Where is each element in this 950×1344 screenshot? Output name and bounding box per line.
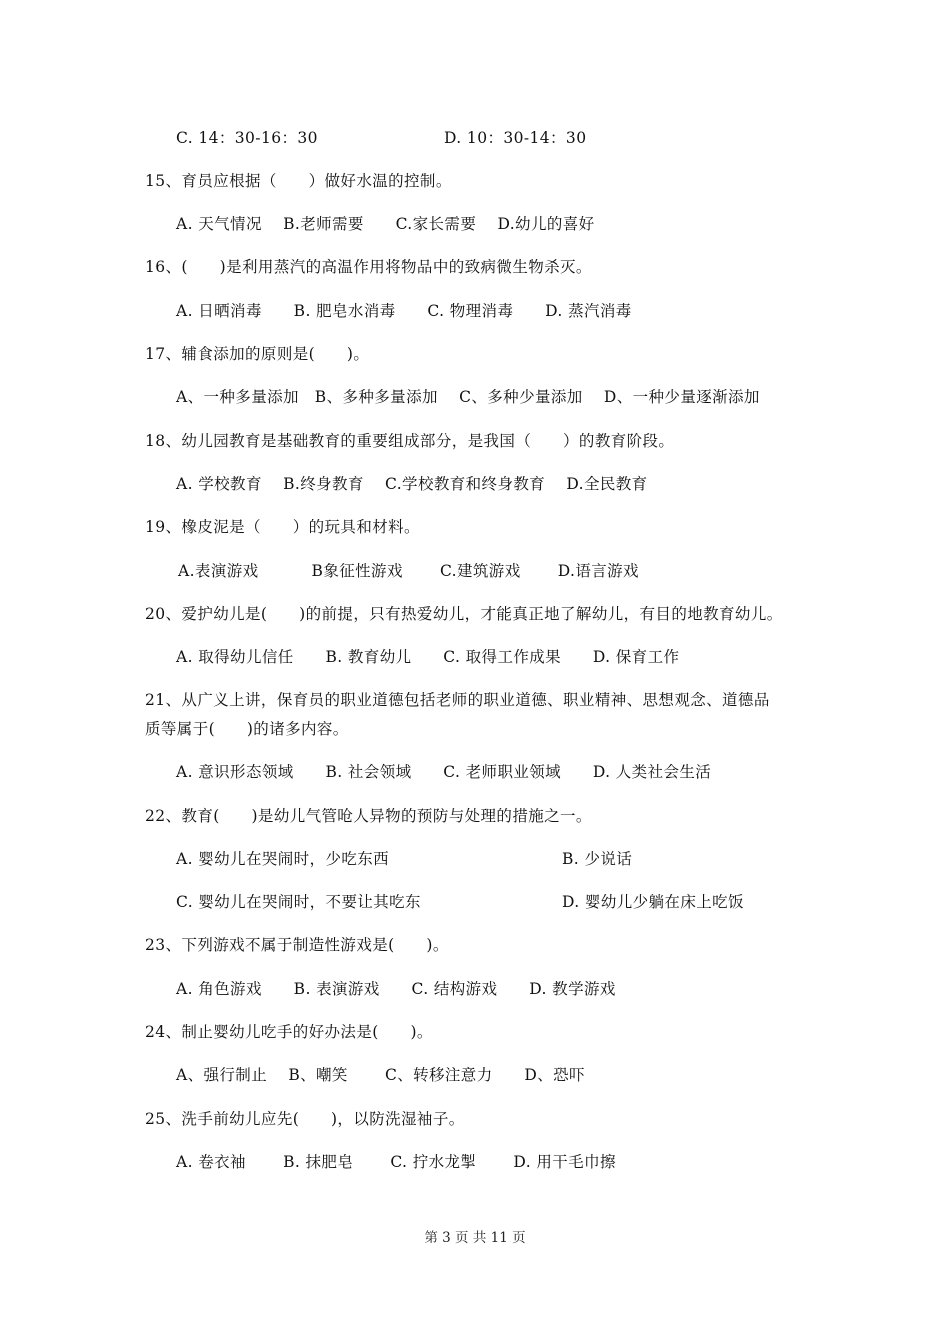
question-16-options: A. 日晒消毒 B. 肥皂水消毒 C. 物理消毒 D. 蒸汽消毒 (176, 302, 632, 320)
question-23-options: A. 角色游戏 B. 表演游戏 C. 结构游戏 D. 教学游戏 (176, 980, 616, 998)
question-25-options: A. 卷衣袖 B. 抹肥皂 C. 拧水龙掣 D. 用干毛巾擦 (176, 1153, 616, 1171)
question-22: 22、教育( )是幼儿气管呛人异物的预防与处理的措施之一。 (145, 807, 592, 825)
question-19-options: A.表演游戏 B象征性游戏 C.建筑游戏 D.语言游戏 (178, 562, 639, 580)
question-21-options: A. 意识形态领域 B. 社会领域 C. 老师职业领域 D. 人类社会生活 (176, 763, 712, 781)
page-number-footer: 第 3 页 共 11 页 (424, 1230, 526, 1246)
question-22-option-d: D. 婴幼儿少躺在床上吃饭 (562, 893, 744, 911)
question-24: 24、制止婴幼儿吃手的好办法是( )。 (145, 1023, 433, 1041)
question-20: 20、爱护幼儿是( )的前提，只有热爱幼儿，才能真正地了解幼儿，有目的地教育幼儿。 (145, 605, 783, 623)
question-19: 19、橡皮泥是（ ）的玩具和材料。 (145, 518, 420, 536)
question-20-options: A. 取得幼儿信任 B. 教育幼儿 C. 取得工作成果 D. 保育工作 (176, 648, 680, 666)
question-17-options: A、一种多量添加 B、多种多量添加 C、多种少量添加 D、一种少量逐渐添加 (176, 388, 760, 406)
question-22-option-c: C. 婴幼儿在哭闹时，不要让其吃东 (176, 893, 421, 911)
question-23: 23、下列游戏不属于制造性游戏是( )。 (145, 936, 449, 954)
question-24-options: A、强行制止 B、嘲笑 C、转移注意力 D、恐吓 (176, 1066, 585, 1084)
question-17: 17、辅食添加的原则是( )。 (145, 345, 370, 363)
question-21-line-1: 21、从广义上讲，保育员的职业道德包括老师的职业道德、职业精神、思想观念、道德品 (145, 691, 770, 709)
q14-option-c: C. 14：30-16：30 (176, 129, 318, 147)
question-15: 15、育员应根据（ ）做好水温的控制。 (145, 172, 452, 190)
question-22-option-b: B. 少说话 (562, 850, 633, 868)
question-15-options: A. 天气情况 B.老师需要 C.家长需要 D.幼儿的喜好 (176, 215, 595, 233)
question-22-option-a: A. 婴幼儿在哭闹时，少吃东西 (176, 850, 390, 868)
q14-option-d: D. 10：30-14：30 (444, 129, 587, 147)
question-18: 18、幼儿园教育是基础教育的重要组成部分，是我国（ ）的教育阶段。 (145, 432, 675, 450)
question-25: 25、洗手前幼儿应先( )，以防洗湿袖子。 (145, 1110, 465, 1128)
question-18-options: A. 学校教育 B.终身教育 C.学校教育和终身教育 D.全民教育 (176, 475, 648, 493)
question-16: 16、( )是利用蒸汽的高温作用将物品中的致病微生物杀灭。 (145, 258, 592, 276)
question-21-line-2: 质等属于( )的诸多内容。 (145, 720, 349, 738)
